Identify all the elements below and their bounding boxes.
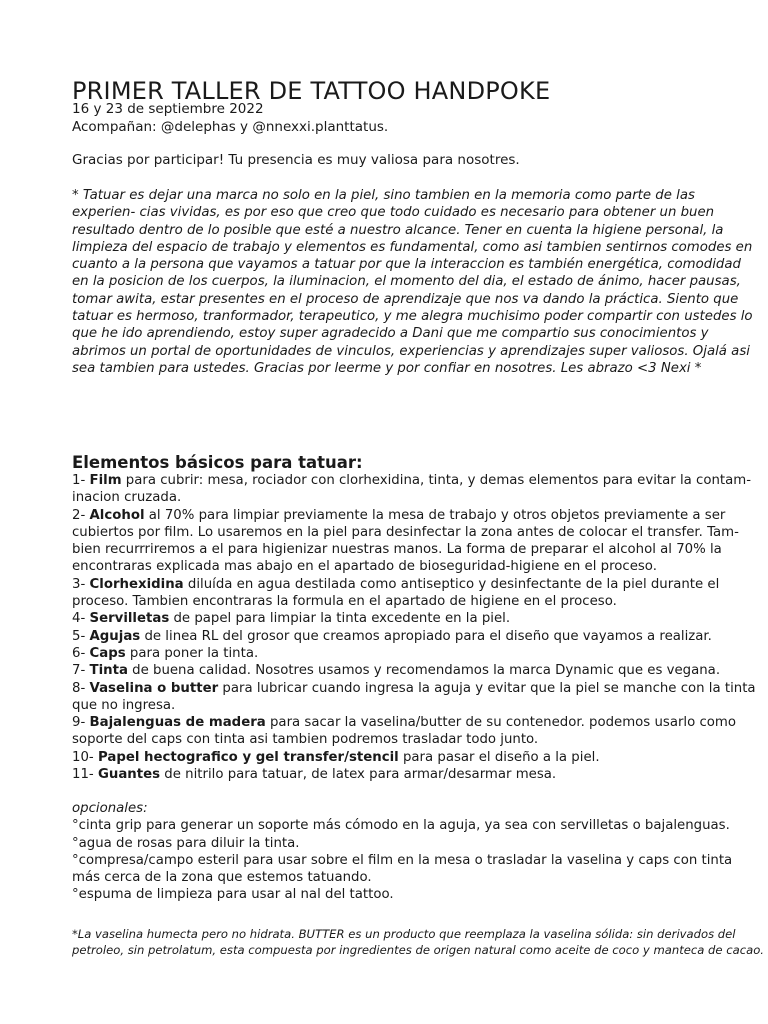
optional-item: °agua de rosas para diluir la tinta. (72, 835, 300, 851)
item-number: 2- (72, 507, 90, 523)
intro-line: limpieza del espacio de trabajo y elementos es fundamental, como asi tambien sentirnos comodes en (72, 239, 753, 255)
item-continuation: bien recurrriremos a el para higienizar nuestras manos. La forma de preparar el alcohol al 70% la (72, 542, 722, 558)
item-description: al 70% para limpiar previamente la mesa de trabajo y otros objetos previamente a ser (144, 507, 726, 523)
footnote (72, 926, 764, 958)
event-hosts: Acompañan: @delephas y @nnexxi.planttatus. (72, 118, 389, 135)
optional-item: °compresa/campo esteril para usar sobre el film en la mesa o trasladar la vaselina y caps con tinta (72, 852, 733, 868)
footnote-line: petroleo, sin petrolatum, esta compuesta por ingredientes de origen natural como aceite de coco y manteca de cacao. (72, 943, 764, 957)
intro-line: en la posicion de los cuerpos, la iluminacion, el momento del dia, el estado de ánimo, hacer pausas, (72, 274, 741, 290)
item-name: Agujas (89, 628, 141, 644)
item-description: para poner la tinta. (125, 645, 259, 661)
item-name: Film (89, 473, 122, 488)
item-description: para pasar el diseño a la piel. (398, 749, 600, 765)
item-name: Tinta (89, 663, 128, 679)
item-name: Clorhexidina (89, 576, 184, 592)
list-item (72, 576, 756, 611)
list-item-line (72, 662, 756, 679)
list-item (72, 610, 756, 627)
list-item-line (72, 610, 756, 627)
item-name: Servilletas (89, 611, 170, 627)
list-item (72, 662, 756, 679)
intro-line: cuanto a la persona que vayamos a tatuar por que la interaccion es también energética, comodidad (72, 257, 741, 273)
intro-line: sea tambien para ustedes. Gracias por leerme y por confiar en nosotres. Les abrazo <3 Nexi * (72, 360, 702, 376)
item-number: 10- (72, 749, 98, 765)
elements-list (72, 472, 756, 783)
item-number: 8- (72, 680, 90, 696)
intro-paragraph (72, 187, 753, 377)
optional-item: °espuma de limpieza para usar al nal del tattoo. (72, 887, 394, 903)
list-item (72, 645, 756, 662)
list-item-line (72, 472, 756, 489)
optional-item: °cinta grip para generar un soporte más cómodo en la aguja, ya sea con servilletas o bajalenguas. (72, 818, 730, 834)
item-number: 6- (72, 645, 90, 661)
item-continuation: soporte del caps con tinta asi tambien podremos trasladar todo junto. (72, 732, 539, 748)
item-name: Bajalenguas de madera (89, 715, 266, 731)
list-item-line (72, 507, 756, 524)
item-number: 7- (72, 663, 90, 679)
item-continuation: encontraras explicada mas abajo en el apartado de bioseguridad-higiene en el proceso. (72, 559, 657, 575)
item-number: 1- (72, 473, 90, 488)
list-item-line (72, 749, 756, 766)
item-name: Caps (89, 645, 126, 661)
item-name: Alcohol (89, 507, 145, 523)
item-number: 4- (72, 611, 90, 627)
intro-line: que he ido aprendiendo, estoy super agradecido a Dani que me compartio sus conocimientos y (72, 326, 709, 342)
event-info (72, 101, 388, 136)
intro-line: tomar awita, estar presentes en el proceso de aprendizaje que nos va dando la práctica. Siento que (72, 291, 739, 307)
thanks-text: Gracias por participar! Tu presencia es muy valiosa para nosotres. (72, 152, 520, 168)
item-description: de nitrilo para tatuar, de latex para armar/desarmar mesa. (160, 767, 557, 783)
item-name: Papel hectografico y gel transfer/stencil (97, 749, 399, 765)
optional-label: opcionales: (72, 801, 148, 816)
list-item-line (72, 576, 756, 593)
item-description: para lubricar cuando ingresa la aguja y evitar que la piel se manche con la tinta (218, 680, 756, 696)
list-item-line (72, 628, 756, 645)
optional-list (72, 817, 732, 903)
list-item (72, 628, 756, 645)
item-continuation: cubiertos por film. Lo usaremos en la piel para desinfectar la zona antes de colocar el transfer. Tam- (72, 524, 739, 540)
intro-line: experien- cias vividas, es por eso que creo que todo cuidado es necesario para obtener un buen (72, 205, 715, 221)
list-item (72, 680, 756, 715)
list-item-line (72, 766, 756, 783)
item-name: Guantes (97, 767, 161, 783)
event-date: 16 y 23 de septiembre 2022 (72, 101, 264, 117)
list-item-line (72, 645, 756, 662)
item-description: de linea RL del grosor que creamos apropiado para el diseño que vayamos a realizar. (140, 628, 712, 644)
item-description: diluída en agua destilada como antiseptico y desinfectante de la piel durante el (183, 576, 720, 592)
list-item (72, 507, 756, 576)
intro-line: tatuar es hermoso, tranformador, terapeutico, y me alegra muchisimo poder compartir con ustedes lo (72, 309, 753, 325)
item-number: 5- (72, 628, 90, 644)
item-name: Vaselina o butter (89, 680, 219, 696)
item-description: para cubrir: mesa, rociador con clorhexidina, tinta, y demas elementos para evitar la contam- (121, 473, 751, 488)
intro-line: resultado dentro de lo posible que esté a nuestro alcance. Tener en cuenta la higiene personal, la (72, 222, 724, 238)
item-number: 3- (72, 576, 90, 592)
footnote-line: *La vaselina humecta pero no hidrata. BUTTER es un producto que reemplaza la vaselina sólida: sin derivados del (72, 927, 736, 941)
list-item (72, 766, 756, 783)
intro-line: * Tatuar es dejar una marca no solo en la piel, sino tambien en la memoria como parte de las (72, 188, 695, 203)
item-number: 9- (72, 715, 90, 731)
optional-item: más cerca de la zona que estemos tatuando. (72, 870, 372, 886)
list-item-line (72, 714, 756, 731)
list-item-line (72, 680, 756, 697)
document-title: PRIMER TALLER DE TATTOO HANDPOKE (72, 77, 551, 105)
optional-section (72, 800, 732, 904)
item-continuation: inacion cruzada. (72, 490, 182, 506)
item-number: 11- (72, 767, 98, 783)
item-description: de papel para limpiar la tinta excedente en la piel. (169, 611, 511, 627)
list-item (72, 749, 756, 766)
item-continuation: que no ingresa. (72, 697, 176, 713)
intro-line: abrimos un portal de oportunidades de vinculos, experiencias y aprendizajes super valiosos. Ojalá asi (72, 343, 750, 359)
list-item (72, 714, 756, 749)
section-title: Elementos básicos para tatuar: (72, 453, 363, 472)
item-description: de buena calidad. Nosotres usamos y recomendamos la marca Dynamic que es vegana. (127, 663, 721, 679)
item-description: para sacar la vaselina/butter de su contenedor. podemos usarlo como (265, 715, 737, 731)
item-continuation: proceso. Tambien encontraras la formula en el apartado de higiene en el proceso. (72, 594, 617, 610)
list-item (72, 472, 756, 507)
